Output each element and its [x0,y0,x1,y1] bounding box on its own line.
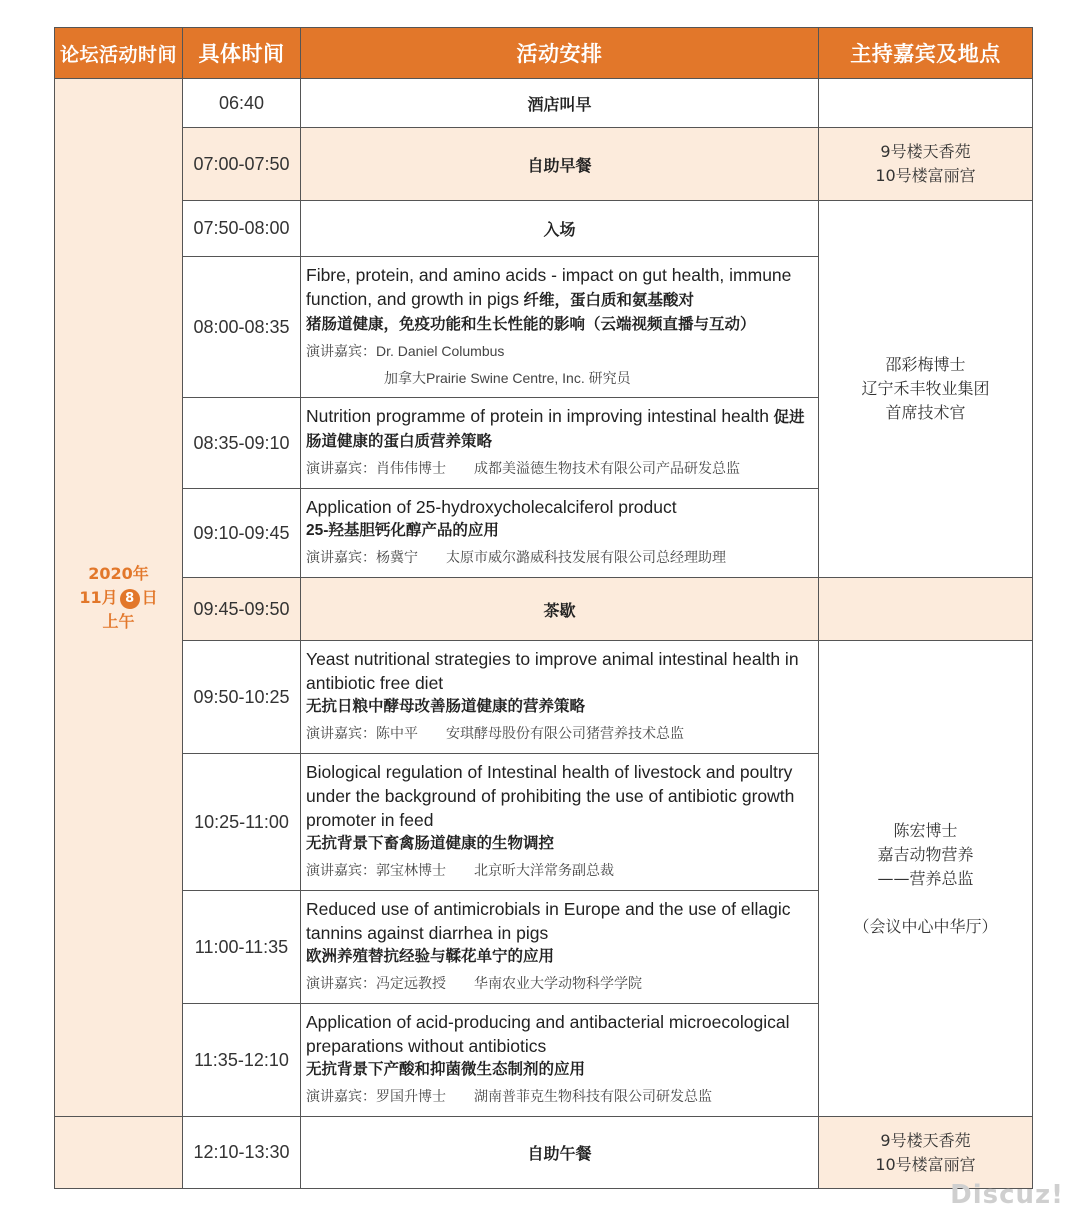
session-title-en: Nutrition programme of protein in improving intestinal health [306,406,770,426]
session-title-en: Reduced use of antimicrobials in Europe and the use of ellagic tannins against diarrhea in pigs [306,899,791,943]
session-cell [301,398,819,489]
speaker: 演讲嘉宾：陈中平 安琪酵母股份有限公司猪营养技术总监 [306,725,684,741]
session-cell [301,641,819,754]
date-year: 2020年 [88,563,149,583]
session-cell [301,891,819,1004]
host-name: 陈宏博士 [893,820,958,840]
session-cell [301,257,819,398]
date-cell-empty [55,1117,183,1189]
session-title-en: Biological regulation of Intestinal health of livestock and poultry under the background of prohibiting the use of antibiotic growth promoter in feed [306,762,795,830]
speaker-affiliation: 加拿大Prairie Swine Centre, Inc. 研究员 [384,370,631,386]
speaker: 演讲嘉宾：罗国升博士 湖南普菲克生物科技有限公司研发总监 [306,1088,712,1104]
host-cell-empty [819,578,1033,641]
watermark-logo: Discuz! [950,1180,1064,1210]
host-cell-block-2 [819,641,1033,1117]
session-title-cn: 无抗背景下产酸和抑菌微生态制剂的应用 [306,1061,586,1078]
session-title-cn-inline: 促进肠道健康的蛋白质营养策略 [306,409,805,450]
activity-cell: 酒店叫早 [301,79,819,128]
host-title: ——营养总监 [877,868,974,888]
table-row [55,578,1033,641]
host-name: 邵彩梅博士 [885,355,966,374]
date-day-badge: 8 [120,589,140,609]
host-cell-block-1 [819,201,1033,578]
table-row [55,201,1033,257]
host-cell [819,1117,1033,1189]
table-row [55,128,1033,201]
activity-cell: 茶歇 [301,578,819,641]
host-line: 10号楼富丽宫 [875,166,976,185]
session-title-cn: 25-羟基胆钙化醇产品的应用 [306,522,499,539]
table-row [55,1117,1033,1189]
host-line: 9号楼天香苑 [880,1130,971,1150]
time-cell: 12:10-13:30 [183,1117,301,1189]
activity-cell: 自助午餐 [301,1117,819,1189]
speaker: 演讲嘉宾：肖伟伟博士 成都美溢德生物技术有限公司产品研发总监 [306,460,740,476]
time-cell: 09:10-09:45 [183,489,301,578]
host-line: 10号楼富丽宫 [875,1154,976,1174]
schedule-table [54,27,1033,1189]
time-cell: 11:00-11:35 [183,891,301,1004]
host-title: 首席技术官 [885,403,966,422]
date-cell [55,79,183,1117]
session-cell [301,1004,819,1117]
time-cell: 07:00-07:50 [183,128,301,201]
session-cell [301,489,819,578]
time-cell: 06:40 [183,79,301,128]
host-org: 嘉吉动物营养 [877,844,974,864]
time-cell: 08:35-09:10 [183,398,301,489]
speaker: 演讲嘉宾：冯定远教授 华南农业大学动物科学学院 [306,975,642,991]
activity-cell: 自助早餐 [301,128,819,201]
header-host-location: 主持嘉宾及地点 [819,28,1033,79]
date-day-line [55,586,182,610]
host-org: 辽宁禾丰牧业集团 [861,379,990,398]
time-cell: 08:00-08:35 [183,257,301,398]
time-cell: 09:45-09:50 [183,578,301,641]
time-cell: 11:35-12:10 [183,1004,301,1117]
header-forum-time: 论坛活动时间 [55,28,183,79]
date-period: 上午 [102,611,135,631]
header-specific-time: 具体时间 [183,28,301,79]
host-location: （会议中心中华厅） [853,916,998,936]
host-cell [819,128,1033,201]
session-title-cn: 猪肠道健康，免疫功能和生长性能的影响（云端视频直播与互动） [306,316,756,333]
session-title-cn: 无抗日粮中酵母改善肠道健康的营养策略 [306,698,586,715]
time-cell: 07:50-08:00 [183,201,301,257]
speaker: 演讲嘉宾：杨冀宁 太原市威尔潞威科技发展有限公司总经理助理 [306,549,726,565]
date-day-suffix: 日 [141,587,158,607]
session-title-cn: 欧洲养殖替抗经验与鞣花单宁的应用 [306,948,555,965]
speaker: 演讲嘉宾：Dr. Daniel Columbus [306,343,505,359]
host-line: 9号楼天香苑 [880,142,971,161]
session-title-en: Application of acid-producing and antibacterial microecological preparations without antibiotics [306,1012,790,1056]
time-cell: 10:25-11:00 [183,754,301,891]
session-title-en: Yeast nutritional strategies to improve animal intestinal health in antibiotic free diet [306,649,799,693]
header-activity: 活动安排 [301,28,819,79]
speaker: 演讲嘉宾：郭宝林博士 北京昕大洋常务副总裁 [306,862,614,878]
session-title-cn: 无抗背景下畜禽肠道健康的生物调控 [306,835,555,852]
session-title-cn-inline: 纤维，蛋白质和氨基酸对 [523,292,695,309]
session-title-en: Fibre, protein, and amino acids - impact on gut health, immune function, and growth in pigs [306,265,792,309]
header-row [55,28,1033,79]
table-row [55,641,1033,754]
session-title-en: Application of 25-hydroxycholecalciferol product [306,497,677,517]
host-cell-empty [819,79,1033,128]
activity-cell: 入场 [301,201,819,257]
table-row [55,79,1033,128]
date-month: 11月 [79,587,118,607]
time-cell: 09:50-10:25 [183,641,301,754]
session-cell [301,754,819,891]
